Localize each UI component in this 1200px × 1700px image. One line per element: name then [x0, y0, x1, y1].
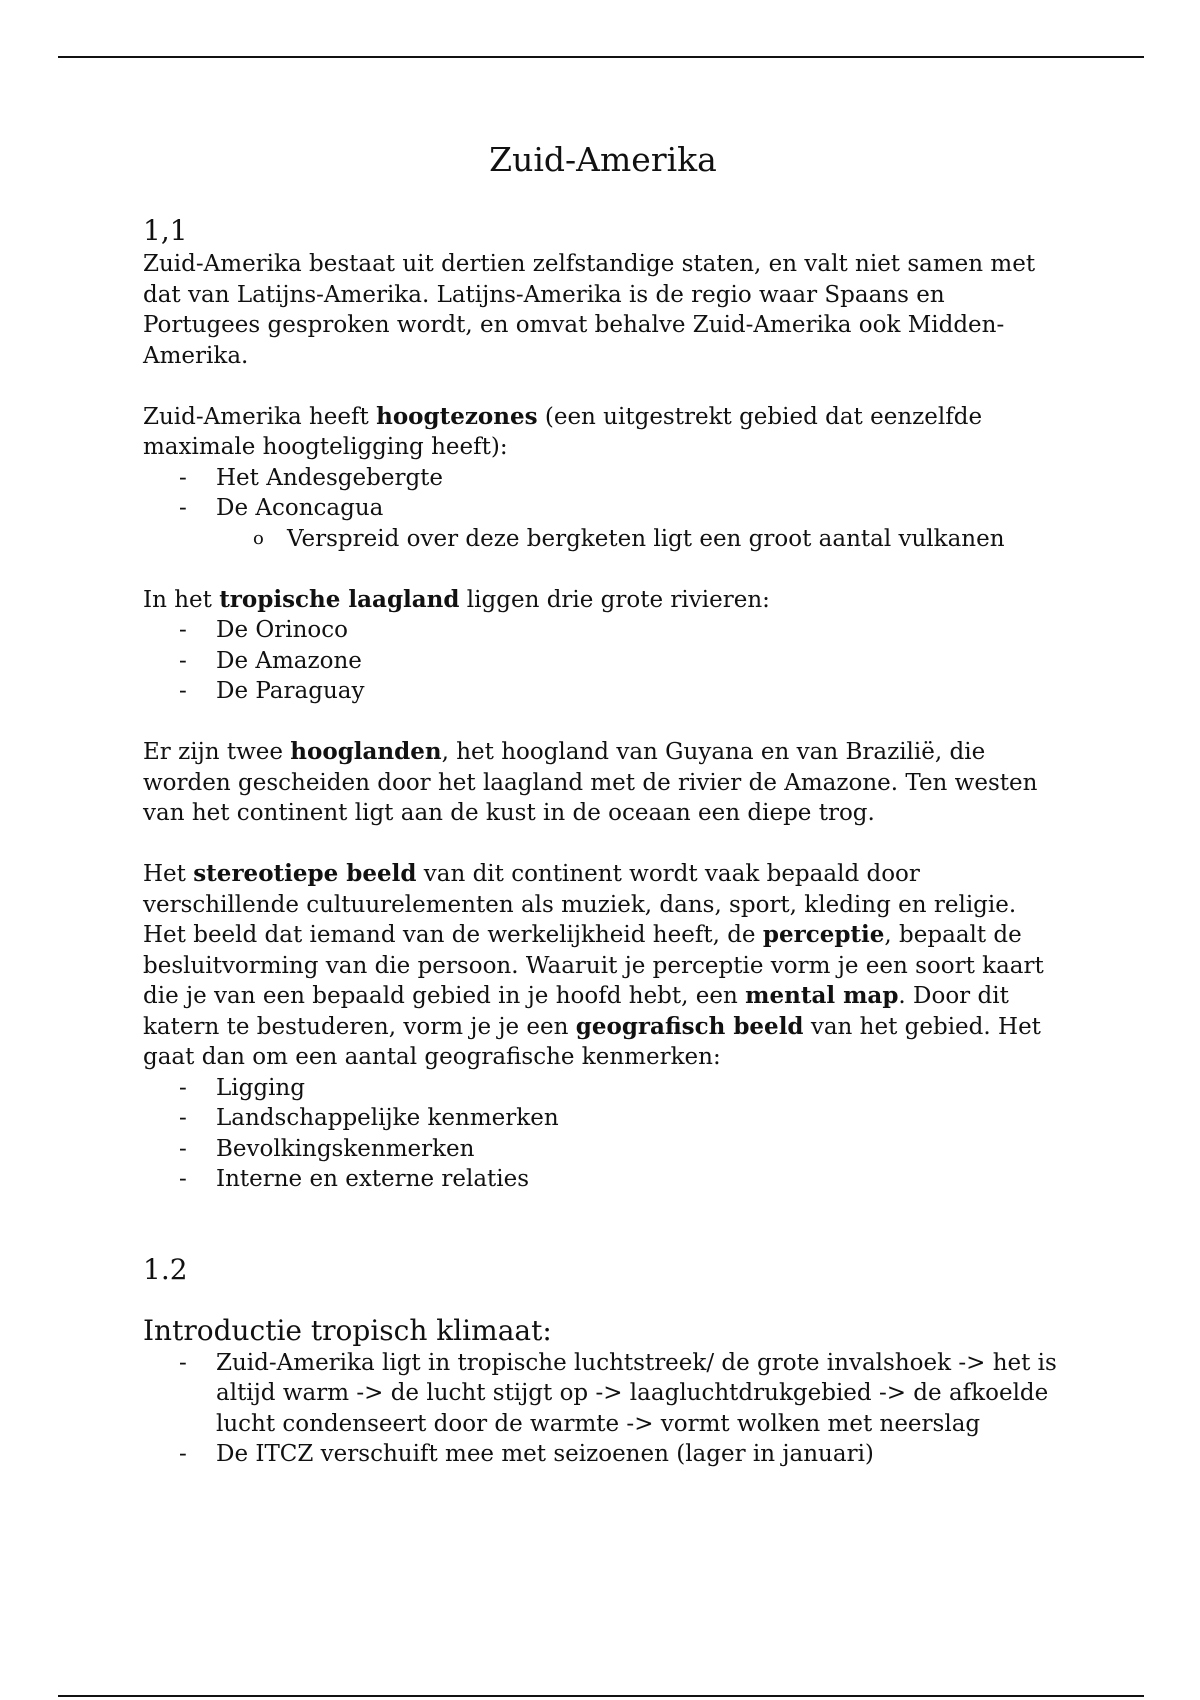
- list-item-text: De ITCZ verschuift mee met seizoenen (lager in januari): [216, 1441, 874, 1467]
- list-item: [143, 1439, 1063, 1470]
- dash-bullet: -: [179, 647, 187, 674]
- list-item: [143, 524, 1063, 555]
- list-item-text: Ligging: [216, 1074, 305, 1101]
- circle-bullet: o: [253, 527, 264, 549]
- list-item-text: De Aconcagua: [216, 495, 384, 521]
- list-item-text: Interne en externe relaties: [216, 1166, 530, 1192]
- list-item: [143, 1134, 1063, 1165]
- text-run: , het hoogland van Guyana en van Brazilië, die worden gescheiden door het laagland met de rivier de Amazone. Ten westen van het continent ligt aan de kust in de oceaan een diepe trog.: [143, 739, 1038, 826]
- list-item: [143, 1073, 1063, 1104]
- dash-bullet: -: [179, 678, 187, 704]
- dash-bullet: -: [179, 617, 187, 643]
- paragraph-laagland: [143, 585, 1063, 616]
- list-item-text: Zuid-Amerika ligt in tropische luchtstreek/ de grote invalshoek -> het is altijd warm -> de lucht stijgt op -> laagluchtdrukgebied -> de afkoelde lucht condenseert door de warmte -> vormt wolken met neerslag: [216, 1349, 1057, 1437]
- dash-bullet: -: [179, 1074, 187, 1101]
- document-body: [143, 136, 1063, 1470]
- footer-rule: [58, 1695, 1144, 1697]
- dash-bullet: -: [179, 1166, 187, 1192]
- sublist-aconcagua: [143, 524, 1063, 555]
- subheading-tropisch-klimaat: Introductie tropisch klimaat:: [143, 1313, 552, 1347]
- list-hoogtezones: [143, 463, 1063, 524]
- text-run: Het: [143, 861, 194, 887]
- list-item-text: Bevolkingskenmerken: [216, 1135, 475, 1162]
- list-item-text: De Paraguay: [216, 678, 365, 704]
- term-hoogtezones: hoogtezones: [376, 402, 538, 430]
- dash-bullet: -: [179, 1441, 187, 1467]
- list-item: [143, 615, 1063, 646]
- list-kenmerken: [143, 1073, 1063, 1195]
- list-item: [143, 646, 1063, 677]
- dash-bullet: -: [179, 495, 187, 521]
- list-item-text: De Orinoco: [216, 617, 348, 643]
- text-run: , bepaalt de besluitvorming van die persoon. Waaruit je perceptie vorm je een soort kaart die je van een bepaald gebied in je hoofd hebt, een: [143, 922, 1044, 1009]
- dash-bullet: -: [179, 1135, 187, 1162]
- text-run: In het: [143, 586, 220, 613]
- term-mental-map: mental map: [745, 982, 899, 1009]
- list-item: [143, 1164, 1063, 1195]
- text-run: van dit continent wordt vaak bepaald door verschillende cultuurelementen als muziek, dans, sport, kleding en religie. Het beeld dat iemand van de werkelijkheid heeft, de: [143, 861, 1017, 948]
- term-geografisch-beeld: geografisch beeld: [575, 1012, 804, 1040]
- list-item: [143, 493, 1063, 524]
- text-run: liggen drie grote rivieren:: [459, 586, 770, 613]
- list-item-text: Verspreid over deze bergketen ligt een groot aantal vulkanen: [287, 525, 1005, 552]
- dash-bullet: -: [179, 464, 187, 491]
- text-run: Er zijn twee: [143, 739, 291, 765]
- list-item-text: De Amazone: [216, 647, 362, 674]
- page-title: Zuid-Amerika: [489, 140, 717, 179]
- list-item-text: Het Andesgebergte: [216, 464, 444, 491]
- list-item: [143, 1103, 1063, 1134]
- term-stereotiepe-beeld: stereotiepe beeld: [193, 860, 417, 887]
- list-item-text: Landschappelijke kenmerken: [216, 1105, 559, 1131]
- paragraph-hooglanden: [143, 737, 1063, 829]
- list-klimaat: [143, 1348, 1063, 1470]
- term-hooglanden: hooglanden: [290, 738, 442, 765]
- list-item: [143, 676, 1063, 707]
- term-tropische-laagland: tropische laagland: [219, 585, 460, 613]
- header-rule: [58, 56, 1144, 58]
- paragraph-hoogtezones: [143, 402, 1063, 463]
- section-heading-1-2: 1.2: [143, 1252, 188, 1286]
- text-run: Zuid-Amerika heeft: [143, 403, 377, 430]
- text-run: . Door dit katern te bestuderen, vorm je je een: [143, 983, 1009, 1040]
- paragraph-intro: Zuid-Amerika bestaat uit dertien zelfstandige staten, en valt niet samen met dat van Latijns-Amerika. Latijns-Amerika is de regio waar Spaans en Portugees gesproken wordt, en omvat behalve Zuid-Amerika ook Midden-Amerika.: [143, 251, 1036, 369]
- text-run: van het gebied. Het gaat dan om een aantal geografische kenmerken:: [143, 1013, 1041, 1070]
- paragraph-beeld: [143, 859, 1063, 1073]
- dash-bullet: -: [179, 1349, 187, 1376]
- text-run: (een uitgestrekt gebied dat eenzelfde maximale hoogteligging heeft):: [143, 403, 983, 460]
- list-rivieren: [143, 615, 1063, 707]
- list-item: [143, 463, 1063, 494]
- section-heading-1-1: 1,1: [143, 214, 188, 247]
- dash-bullet: -: [179, 1105, 187, 1131]
- list-item: [143, 1348, 1063, 1440]
- term-perceptie: perceptie: [762, 921, 885, 948]
